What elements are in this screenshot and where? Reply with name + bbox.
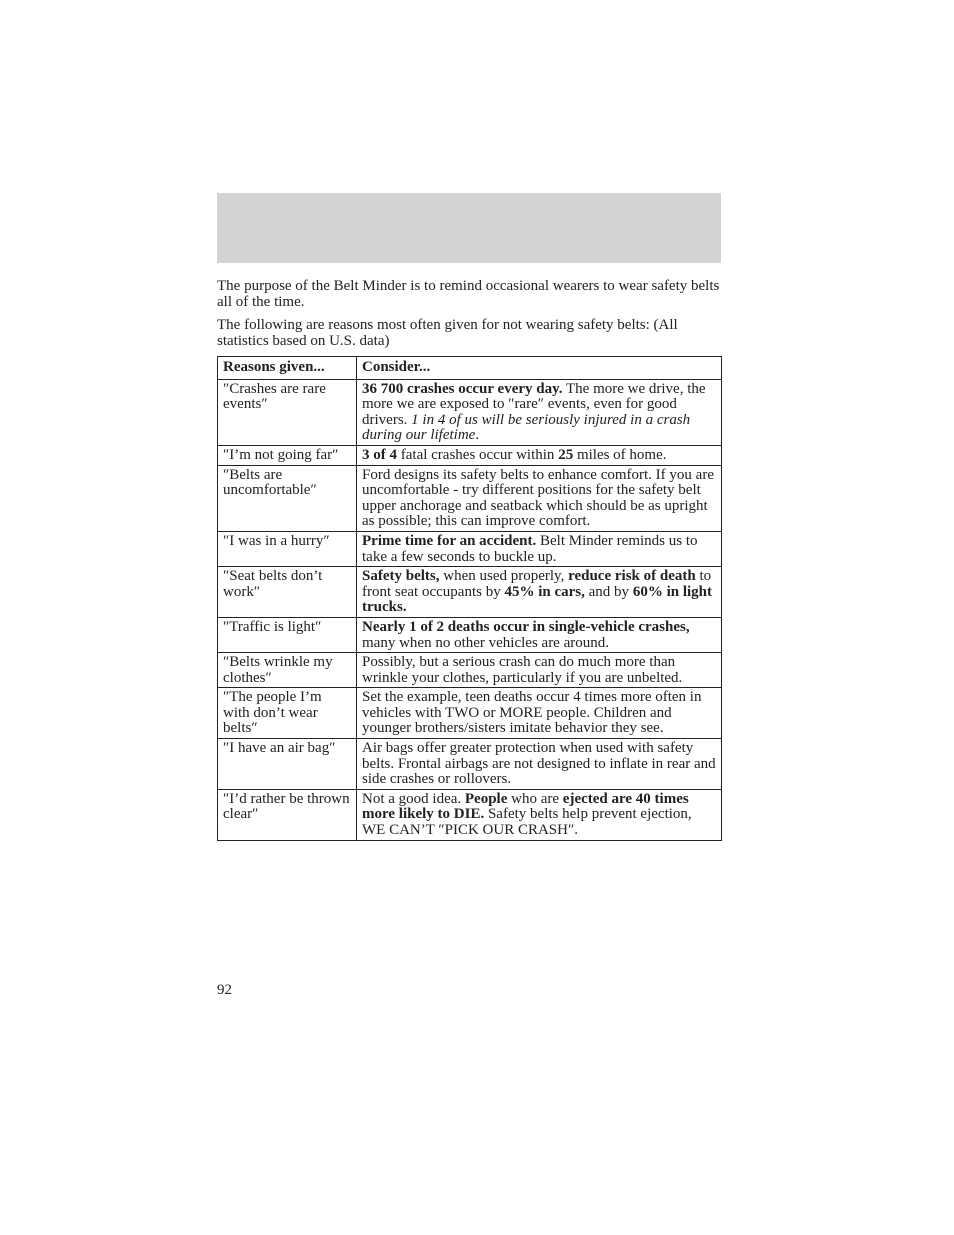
- reason-cell: ″Traffic is light″: [218, 617, 357, 652]
- table-row: [218, 653, 722, 688]
- intro-paragraph-reasons: The following are reasons most often given for not wearing safety belts: (All statistics based on U.S. data): [217, 317, 678, 349]
- consider-cell: [357, 531, 722, 566]
- table-row: [218, 617, 722, 652]
- reason-cell: ″I was in a hurry″: [218, 531, 357, 566]
- consider-text-segment: Safety belts,: [362, 568, 440, 585]
- consider-text-segment: 36 700 crashes occur every day.: [362, 380, 563, 397]
- consider-cell: [357, 653, 722, 688]
- table-row: [218, 567, 722, 618]
- consider-text-segment: Safety belts help prevent ejection, WE CAN’T ″PICK OUR CRASH″.: [362, 806, 692, 839]
- table-header-row: [218, 357, 722, 380]
- consider-text-segment: Not a good idea.: [362, 790, 465, 807]
- reason-cell: ″Belts are uncomfortable″: [218, 465, 357, 531]
- consider-text-segment: fatal crashes occur within: [397, 446, 559, 463]
- consider-cell: [357, 465, 722, 531]
- reasons-table: [217, 356, 722, 841]
- table-row: [218, 445, 722, 465]
- section-header-bar: [217, 193, 721, 263]
- consider-text-segment: Air bags offer greater protection when used with safety belts. Frontal airbags are not designed to inflate in rear and side crashes or rollovers.: [362, 740, 716, 788]
- consider-cell: [357, 739, 722, 790]
- consider-text-segment: to front seat occupants by: [362, 568, 712, 600]
- consider-text-segment: 25: [558, 446, 574, 463]
- table-row: [218, 531, 722, 566]
- consider-cell: [357, 789, 722, 840]
- reason-cell: ″The people I’m with don’t wear belts″: [218, 688, 357, 739]
- consider-text-segment: 1 in 4 of us will be seriously injured in a crash during our lifetime: [362, 411, 691, 444]
- consider-cell: [357, 445, 722, 465]
- consider-text-segment: Ford designs its safety belts to enhance comfort. If you are uncomfortable - try different positions for the safety belt upper anchorage and seatback which should be as upright as possible; this can improve comfort.: [362, 466, 714, 530]
- table-row: [218, 789, 722, 840]
- reason-cell: ″Crashes are rare events″: [218, 379, 357, 445]
- table-row: [218, 465, 722, 531]
- consider-text-segment: The more we drive, the more we are exposed to ″rare″ events, even for good drivers.: [362, 380, 706, 428]
- header-reasons: Reasons given...: [218, 357, 357, 380]
- consider-text-segment: Belt Minder reminds us to take a few seconds to buckle up.: [362, 532, 698, 565]
- reason-cell: ″I’d rather be thrown clear″: [218, 789, 357, 840]
- page-number: 92: [217, 982, 232, 998]
- intro-paragraph-purpose: The purpose of the Belt Minder is to remind occasional wearers to wear safety belts all of the time.: [217, 278, 720, 310]
- table-row: [218, 688, 722, 739]
- consider-cell: [357, 567, 722, 618]
- table-body: [218, 379, 722, 840]
- consider-cell: [357, 379, 722, 445]
- reason-cell: ″I’m not going far″: [218, 445, 357, 465]
- consider-text-segment: when used properly,: [439, 568, 569, 585]
- consider-text-segment: and by: [584, 583, 633, 600]
- table-row: [218, 739, 722, 790]
- table-row: [218, 379, 722, 445]
- consider-text-segment: Prime time for an accident.: [362, 532, 537, 549]
- header-consider: Consider...: [357, 357, 722, 380]
- consider-text-segment: Set the example, teen deaths occur 4 times more often in vehicles with TWO or MORE people. Children and younger brothers/sisters imitate behavior they see.: [362, 689, 702, 737]
- consider-text-segment: reduce risk of death: [568, 568, 696, 585]
- consider-text-segment: 3 of 4: [362, 446, 397, 463]
- consider-cell: [357, 617, 722, 652]
- reason-cell: ″Seat belts don’t work″: [218, 567, 357, 618]
- consider-text-segment: Possibly, but a serious crash can do much more than wrinkle your clothes, particularly if you are unbelted.: [362, 654, 683, 686]
- reason-cell: ″I have an air bag″: [218, 739, 357, 790]
- reason-cell: ″Belts wrinkle my clothes″: [218, 653, 357, 688]
- consider-text-segment: 60% in light trucks.: [362, 583, 712, 616]
- consider-text-segment: .: [475, 427, 480, 444]
- consider-cell: [357, 688, 722, 739]
- consider-text-segment: 45% in cars,: [504, 583, 585, 600]
- consider-text-segment: many when no other vehicles are around.: [362, 634, 609, 651]
- consider-text-segment: who are: [507, 790, 563, 807]
- consider-text-segment: Nearly 1 of 2 deaths occur in single-vehicle crashes,: [362, 618, 690, 635]
- consider-text-segment: ejected are 40 times more likely to DIE.: [362, 790, 689, 823]
- consider-text-segment: People: [464, 790, 508, 807]
- consider-text-segment: miles of home.: [573, 446, 667, 463]
